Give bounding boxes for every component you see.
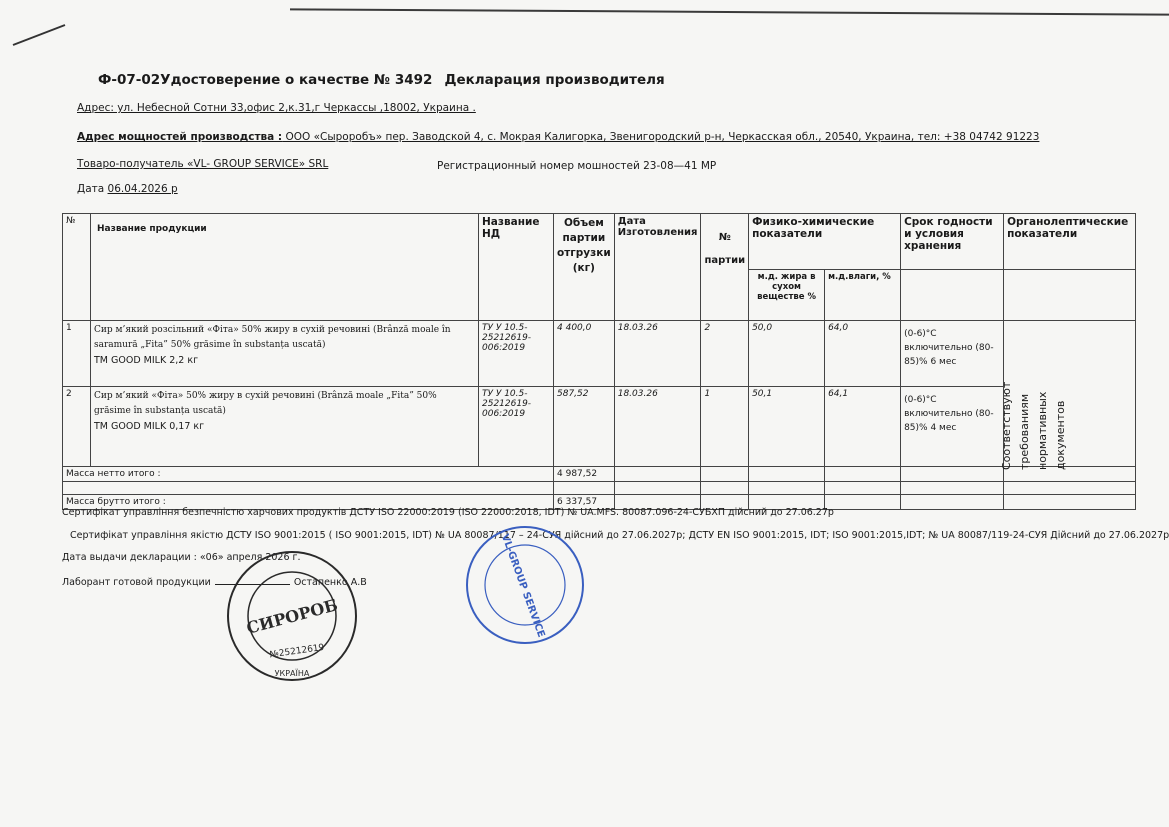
header-batch-num: № bbox=[718, 232, 731, 243]
header-num: № bbox=[63, 214, 91, 321]
company-stamp-blue bbox=[460, 520, 590, 650]
production-address-value: ООО «Сыроробъ» пер. Заводской 4, с. Мокрая Калигорка, Звенигородский р-н, Черкасская обл., 20540, Украина, тел: +38 04742 91223 bbox=[282, 131, 1040, 143]
products-table bbox=[62, 213, 1136, 510]
organo-line-3: нормативных bbox=[1036, 391, 1049, 470]
scan-edge-line bbox=[290, 8, 1169, 15]
organo-value bbox=[1000, 370, 1080, 470]
stamp1-center-text: СИРОРОБ bbox=[244, 595, 340, 638]
row1-tm: TM GOOD MILK 2,2 кг bbox=[94, 355, 199, 366]
row2-shelf: (0-6)°С включительно (80-85)% 4 мес bbox=[901, 387, 1004, 467]
row2-fat: 50,1 bbox=[749, 387, 825, 467]
stamp2-center-text: VL-GROUP SERVICE bbox=[498, 532, 547, 639]
food-safety-cert: Сертифікат управління безпечністю харчових продуктів ДСТУ ISO 22000:2019 (ISO 22000:2018, IDT) № UA.MFS. 80087.096-24-СУБХП дійсний до 27.06.27р bbox=[62, 507, 834, 518]
organo-line-1: Соответствуют bbox=[1000, 381, 1013, 470]
issue-date: Дата выдачи декларации : «06» апреля 2026 г. bbox=[62, 552, 301, 563]
row2-num: 2 bbox=[63, 387, 91, 467]
date-line bbox=[77, 183, 178, 195]
company-stamp-black bbox=[222, 546, 362, 686]
row1-name-cell bbox=[91, 321, 479, 387]
header-row bbox=[63, 214, 1136, 270]
header-date: Дата Изготовления bbox=[614, 214, 701, 321]
row2-date: 18.03.26 bbox=[614, 387, 701, 467]
title-text: Ф-07-02Удостоверение о качестве № 3492 bbox=[98, 72, 433, 88]
row2-nd: ТУ У 10.5-25212619-006:2019 bbox=[479, 387, 554, 467]
recipient-line: Товаро-получатель «VL- GROUP SERVICE» SRL bbox=[77, 158, 329, 170]
blank-row bbox=[63, 482, 1136, 495]
table-row bbox=[63, 387, 1136, 467]
pencil-mark bbox=[10, 20, 70, 50]
row1-shelf: (0-6)°С включительно (80-85)% 6 мес bbox=[901, 321, 1004, 387]
lab-name: Остапенко А.В bbox=[293, 577, 367, 588]
organo-line-2: требованиям bbox=[1018, 393, 1031, 470]
net-value: 4 987,52 bbox=[554, 467, 615, 482]
header-organo: Органолептические показатели bbox=[1004, 214, 1136, 270]
quality-cert: Сертифікат управління якістю ДСТУ ISO 9001:2015 ( ISO 9001:2015, IDT) № UA 80087/117 – 24-СУЯ дійсний до 27.06.2027р; ДСТУ EN ISO 9001:2015, IDT; ISO 9001:2015,IDT; № UA 80087/119-24-СУЯ Дійсний до 27.06.2027р bbox=[70, 530, 1169, 541]
row1-num: 1 bbox=[63, 321, 91, 387]
row2-volume: 587,52 bbox=[554, 387, 615, 467]
date-value: 06.04.2026 р bbox=[107, 183, 178, 195]
header-shelf-empty bbox=[901, 270, 1004, 321]
subtitle-text: Декларация производителя bbox=[444, 72, 665, 88]
gross-label: Масса брутто итого : bbox=[63, 495, 554, 510]
row1-name: Сир м’який розсільний «Фіта» 50% жиру в сухій речовині (Brânză moale în saramură „Fita” 50% grăsime în substanța uscată) bbox=[94, 325, 451, 350]
row1-moisture: 64,0 bbox=[825, 321, 901, 387]
header-organo-empty bbox=[1004, 270, 1136, 321]
row2-batch: 1 bbox=[701, 387, 749, 467]
row1-batch: 2 bbox=[701, 321, 749, 387]
header-physchem: Физико-химические показатели bbox=[749, 214, 901, 270]
stamp1-code: №25212619 bbox=[268, 642, 326, 661]
header-name: Название продукции bbox=[91, 214, 479, 321]
stamp1-country: УКРАЇНА bbox=[274, 669, 310, 678]
header-batch-word: партии bbox=[704, 255, 746, 266]
table-row bbox=[63, 321, 1136, 387]
production-address-line bbox=[77, 131, 1039, 143]
header-nd: Название НД bbox=[479, 214, 554, 321]
row2-moisture: 64,1 bbox=[825, 387, 901, 467]
row1-volume: 4 400,0 bbox=[554, 321, 615, 387]
row1-date: 18.03.26 bbox=[614, 321, 701, 387]
lab-label: Лаборант готовой продукции bbox=[62, 577, 211, 588]
header-fat: м.д. жира в сухом веществе % bbox=[749, 270, 825, 321]
registration-line: Регистрационный номер мошностей 23-08—41 МР bbox=[437, 160, 717, 172]
production-address-label: Адрес мощностей производства : bbox=[77, 131, 283, 143]
header-moisture: м.д.влаги, % bbox=[825, 270, 901, 321]
net-row bbox=[63, 467, 1136, 482]
header-shelf: Срок годности и условия хранения bbox=[901, 214, 1004, 270]
row2-name: Сир м’який «Фіта» 50% жиру в сухій речовині (Brânză moale „Fita” 50% grăsime în substanța uscată) bbox=[94, 391, 437, 416]
net-label: Масса нетто итого : bbox=[63, 467, 554, 482]
document-title bbox=[98, 72, 665, 88]
organo-line-4: документов bbox=[1054, 400, 1067, 470]
row2-name-cell bbox=[91, 387, 479, 467]
gross-value: 6 337,57 bbox=[554, 495, 615, 510]
row2-tm: TM GOOD MILK 0,17 кг bbox=[94, 421, 205, 432]
address-line: Адрес: ул. Небесной Сотни 33,офис 2,к.31,г Черкассы ,18002, Украина . bbox=[77, 102, 476, 114]
header-volume: Объем партии отгрузки (кг) bbox=[554, 214, 615, 321]
header-batch bbox=[701, 214, 749, 321]
row1-fat: 50,0 bbox=[749, 321, 825, 387]
date-label: Дата bbox=[77, 183, 108, 195]
row1-nd: ТУ У 10.5-25212619-006:2019 bbox=[479, 321, 554, 387]
